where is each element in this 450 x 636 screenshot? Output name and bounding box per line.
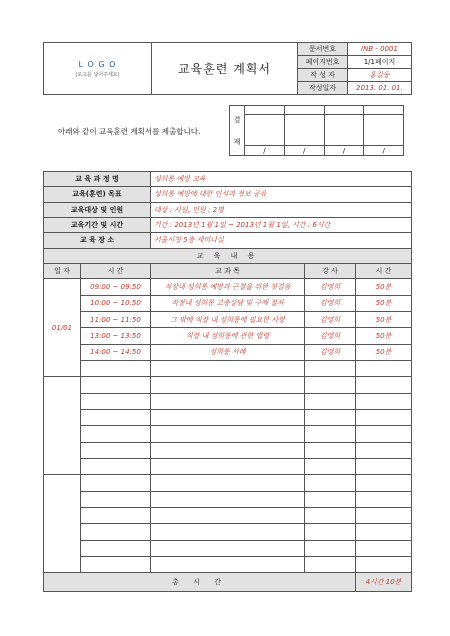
approval-box	[229, 105, 404, 156]
approval-label: 결 재	[230, 106, 245, 156]
total-value: 4시간 10분	[356, 573, 412, 592]
session-duration: 50분	[356, 328, 412, 344]
session-duration: 50분	[356, 279, 412, 295]
approval-slash: /	[284, 146, 324, 156]
info-value: 성희롱 예방에 대한 인식과 정보 공유	[151, 187, 412, 202]
table-row	[44, 279, 412, 295]
date-cell: 01/01	[44, 279, 81, 377]
column-header-duration: 시 간	[356, 263, 412, 278]
session-instructor: 김영희	[305, 279, 356, 295]
header-table	[43, 42, 412, 95]
info-value: 서울시청 5층 세미나실	[151, 233, 412, 248]
column-header-date: 일 자	[44, 263, 81, 278]
approval-slash: /	[324, 146, 364, 156]
document-title: 교육훈련 계획서	[152, 43, 298, 95]
table-row	[44, 328, 412, 344]
session-subject: 그 밖에 직장 내 성희롱에 필요한 사항	[151, 311, 305, 327]
table-row	[44, 491, 412, 507]
table-row	[44, 295, 412, 311]
session-subject: 직장 내 성희롱에 관한 법령	[151, 328, 305, 344]
table-row	[44, 410, 412, 426]
table-row	[44, 459, 412, 475]
session-time: 10:00 ~ 10:50	[81, 295, 151, 311]
main-table	[43, 171, 412, 592]
approval-slash: /	[245, 146, 285, 156]
info-label: 교 육 장 소	[44, 233, 151, 248]
table-row	[44, 361, 412, 377]
session-instructor: 김영희	[305, 311, 356, 327]
table-row	[44, 426, 412, 442]
meta-label: 문서번호	[298, 43, 348, 56]
session-subject: 직장내 성희롱 고충상담 및 구제 절차	[151, 295, 305, 311]
session-duration: 50분	[356, 311, 412, 327]
content-section-title: 교 육 내 용	[44, 248, 412, 263]
meta-value: 2013. 01. 01.	[348, 82, 412, 95]
meta-value: INB - 0001	[348, 43, 412, 56]
session-time: 13:00 ~ 13:50	[81, 328, 151, 344]
info-value: 성희롱 예방 교육	[151, 172, 412, 187]
info-label: 교육(훈련) 목표	[44, 187, 151, 202]
session-subject: 성희롱 사례	[151, 344, 305, 360]
meta-label: 페이지번호	[298, 56, 348, 69]
meta-value: 홍길동	[348, 69, 412, 82]
table-row	[44, 540, 412, 556]
meta-label: 작 성 자	[298, 69, 348, 82]
session-instructor: 김영희	[305, 295, 356, 311]
table-row	[44, 393, 412, 409]
logo: L O G O	[78, 59, 117, 69]
info-value: 기간 : 2013년 1월 1일 ~ 2013년 1월 1일, 시간 : 6시간	[151, 217, 412, 232]
session-time: 14:00 ~ 14:50	[81, 344, 151, 360]
session-instructor: 김영희	[305, 344, 356, 360]
info-value: 대상 : 사원, 인원 : 2명	[151, 202, 412, 217]
session-time: 11:00 ~ 11:50	[81, 311, 151, 327]
table-row	[44, 557, 412, 573]
submit-statement: 아래와 같이 교육훈련 계획서를 제출합니다.	[58, 127, 201, 136]
session-subject: 직장내 성희롱 예방과 근절을 위한 첫걸음	[151, 279, 305, 295]
table-row	[44, 377, 412, 393]
info-label: 교 육 과 정 명	[44, 172, 151, 187]
session-time: 09:00 ~ 09:50	[81, 279, 151, 295]
session-duration: 50분	[356, 295, 412, 311]
session-duration: 50분	[356, 344, 412, 360]
column-header-time: 시 간	[81, 263, 151, 278]
table-row	[44, 508, 412, 524]
logo-subtitle: (로고를 넣어주세요)	[75, 71, 120, 78]
session-instructor: 김영희	[305, 328, 356, 344]
info-label: 교육대상 및 인원	[44, 202, 151, 217]
meta-label: 작성일자	[298, 82, 348, 95]
logo-cell	[44, 43, 152, 95]
approval-slash: /	[364, 146, 404, 156]
column-header-subject: 교 과 목	[151, 263, 305, 278]
total-label: 총 시 간	[44, 573, 356, 592]
table-row	[44, 344, 412, 360]
table-row	[44, 442, 412, 458]
column-header-instructor: 강 사	[305, 263, 356, 278]
table-row	[44, 475, 412, 491]
table-row	[44, 311, 412, 327]
table-row	[44, 524, 412, 540]
meta-value: 1/1페이지	[348, 56, 412, 69]
info-label: 교육기간 및 시간	[44, 217, 151, 232]
